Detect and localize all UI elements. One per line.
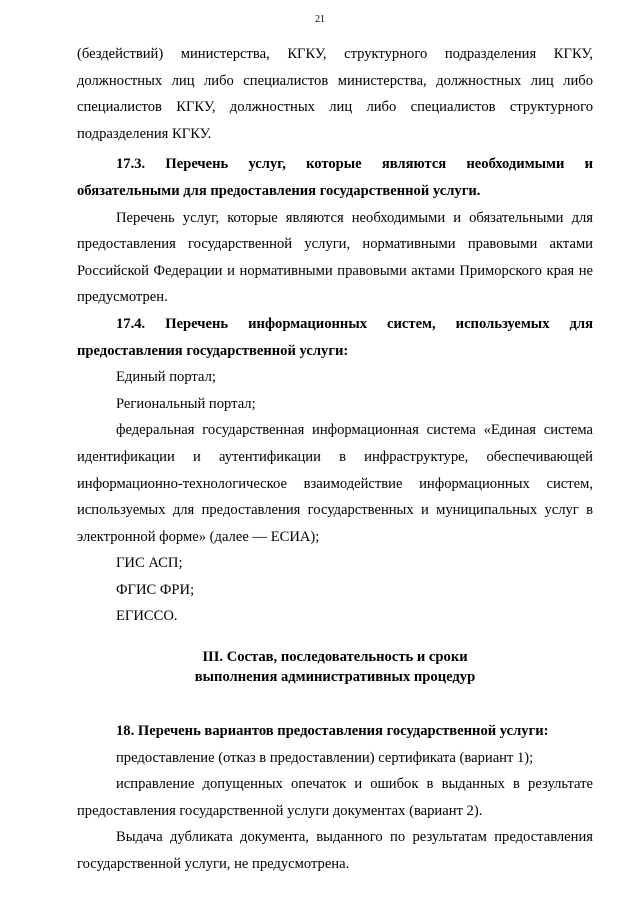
document-body: [77, 41, 593, 878]
list-item-gis-asp: ГИС АСП;: [116, 555, 183, 572]
heading-18: 18. Перечень вариантов предоставления государственной услуги:: [116, 723, 549, 740]
section-heading-line-2: выполнения административных процедур: [194, 669, 476, 686]
list-item-regional-portal: Региональный портал;: [116, 395, 256, 412]
page-number: 21: [315, 14, 325, 25]
variant-2: исправление допущенных опечаток и ошибок в выданных в результате предоставления государственной услуги документах (вариант 2).: [77, 776, 593, 819]
paragraph-duplicate: Выдача дубликата документа, выданного по результатам предоставления государственной услуги, не предусмотрена.: [77, 829, 593, 873]
list-item-egisso: ЕГИССО.: [116, 608, 178, 625]
list-item-fgis-fri: ФГИС ФРИ;: [116, 581, 195, 598]
section-heading-iii: [77, 647, 593, 687]
heading-17-4: 17.4. Перечень информационных систем, используемых для предоставления государственной услуги:: [77, 315, 593, 359]
paragraph-17-3-body: Перечень услуг, которые являются необходимыми и обязательными для предоставления государственной услуги, нормативными правовыми актами Российской Федерации и нормативными правовыми актами Приморского края не предусмотрен.: [77, 209, 593, 306]
list-item-single-portal: Единый портал;: [116, 369, 216, 386]
variant-1: предоставление (отказ в предоставлении) сертификата (вариант 1);: [116, 749, 534, 766]
list-item-esia: федеральная государственная информационная система «Единая система идентификации и аутентификации в инфраструктуре, обеспечивающей информационно-технологическое взаимодействие информационных систем, используемых для предоставления государственных и муниципальных услуг в электронной форме» (далее — ЕСИА);: [77, 422, 593, 545]
section-heading-line-1: III. Состав, последовательность и сроки: [202, 649, 468, 666]
paragraph-continuation: (бездействий) министерства, КГКУ, структурного подразделения КГКУ, должностных лиц либо специалистов министерства, должностных лиц либо специалистов КГКУ, должностных лиц либо специалистов структурного подразделения КГКУ.: [77, 46, 593, 142]
heading-17-3: 17.3. Перечень услуг, которые являются необходимыми и обязательными для предоставления государственной услуги.: [77, 156, 593, 199]
